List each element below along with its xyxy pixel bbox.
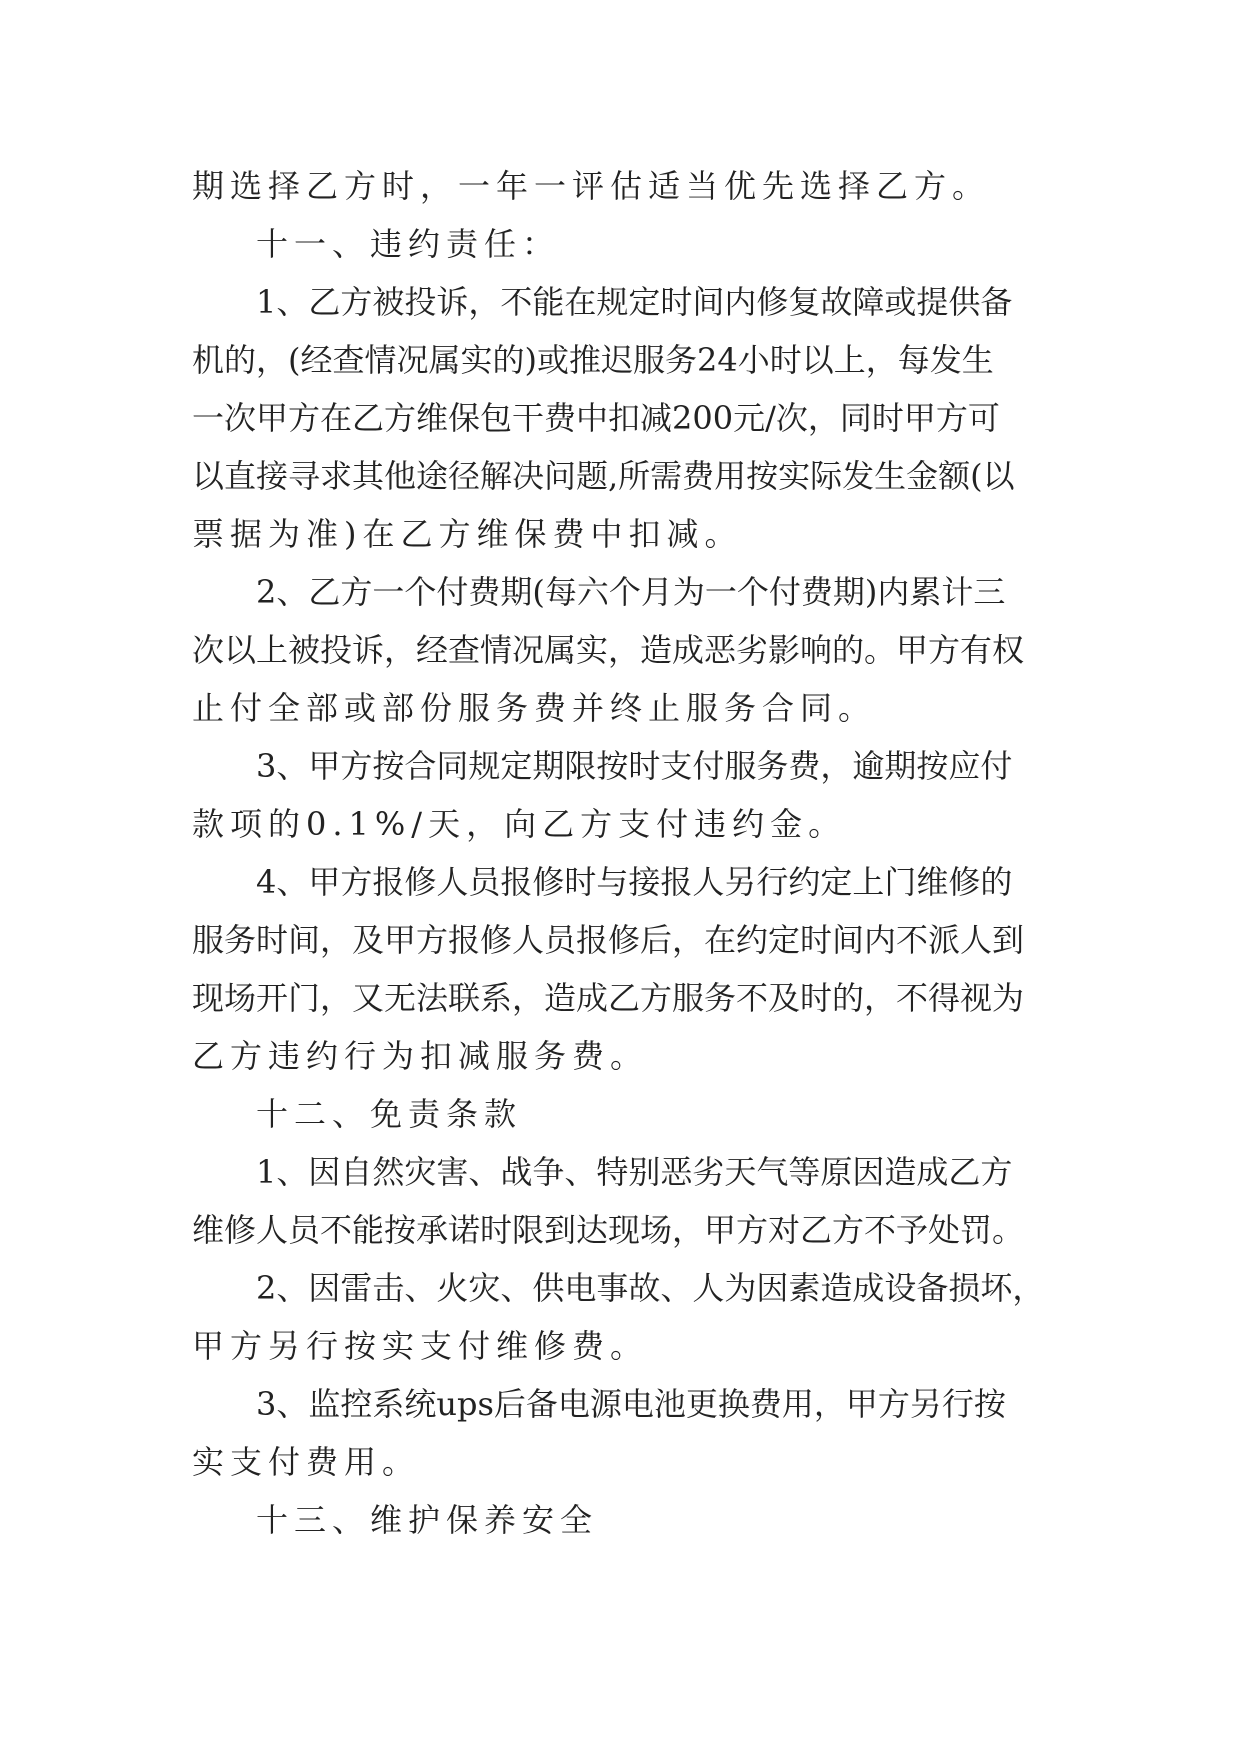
text-line: 3、监控系统ups后备电源电池更换费用，甲方另行按 — [256, 1385, 1006, 1423]
text-line: 乙方违约行为扣减服务费。 — [192, 1037, 649, 1075]
text-line: 现场开门，又无法联系，造成乙方服务不及时的，不得视为 — [192, 979, 1025, 1017]
text-line: 机的，(经查情况属实的)或推迟服务24小时以上，每发生 — [192, 341, 994, 379]
text-line: 次以上被投诉，经查情况属实，造成恶劣影响的。甲方有权 — [192, 631, 1025, 669]
text-line: 2、乙方一个付费期(每六个月为一个付费期)内累计三 — [256, 573, 1006, 611]
text-line: 以直接寻求其他途径解决问题,所需费用按实际发生金额(以 — [192, 457, 1015, 495]
text-line: 一次甲方在乙方维保包干费中扣减200元/次，同时甲方可 — [192, 399, 1000, 437]
text-line: 2、因雷击、火灾、供电事故、人为因素造成设备损坏， — [256, 1269, 1045, 1307]
text-line: 维修人员不能按承诺时限到达现场，甲方对乙方不予处罚。 — [192, 1211, 1025, 1249]
text-line: 票据为准)在乙方维保费中扣减。 — [192, 515, 743, 553]
text-line: 1、乙方被投诉，不能在规定时间内修复故障或提供备 — [256, 283, 1013, 321]
section-heading: 十二、免责条款 — [256, 1095, 523, 1133]
text-line: 服务时间，及甲方报修人员报修后，在约定时间内不派人到 — [192, 921, 1025, 959]
text-line: 1、因自然灾害、战争、特别恶劣天气等原因造成乙方 — [256, 1153, 1013, 1191]
text-line: 期选择乙方时，一年一评估适当优先选择乙方。 — [192, 167, 991, 205]
text-line: 款项的0.1%/天，向乙方支付违约金。 — [192, 805, 847, 843]
text-line: 止付全部或部份服务费并终止服务合同。 — [192, 689, 877, 727]
text-line: 4、甲方报修人员报修时与接报人另行约定上门维修的 — [256, 863, 1013, 901]
text-line: 实支付费用。 — [192, 1443, 421, 1481]
section-heading: 十一、违约责任： — [256, 225, 561, 263]
text-line: 3、甲方按合同规定期限按时支付服务费，逾期按应付 — [256, 747, 1013, 785]
text-line: 甲方另行按实支付维修费。 — [192, 1327, 649, 1365]
section-heading: 十三、维护保养安全 — [256, 1501, 599, 1539]
